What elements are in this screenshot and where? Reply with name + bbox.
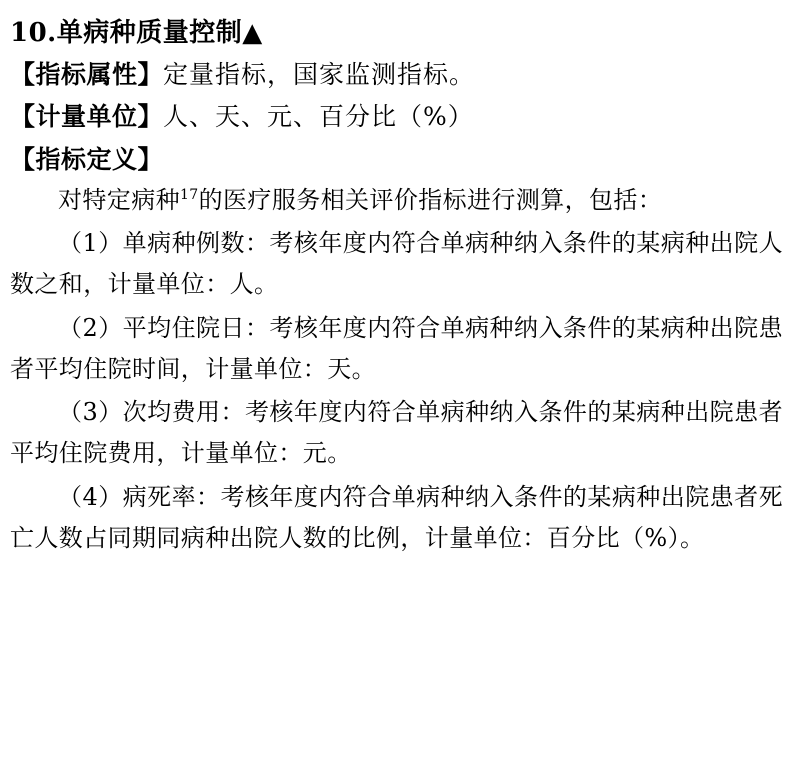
indicator-attribute-value: 定量指标，国家监测指标。	[163, 60, 476, 90]
measurement-unit-line	[10, 99, 783, 135]
measurement-unit-label: 【计量单位】	[10, 102, 164, 132]
footnote-marker: 17	[180, 186, 199, 203]
definition-item-1: （1）单病种例数：考核年度内符合单病种纳入条件的某病种出院人数之和，计量单位：人。	[10, 229, 783, 299]
definition-intro-paragraph	[10, 180, 783, 221]
indicator-attribute-label: 【指标属性】	[10, 60, 164, 90]
definition-item-3: （3）次均费用：考核年度内符合单病种纳入条件的某病种出院患者平均住院费用，计量单位：元。	[10, 398, 783, 468]
definition-intro-after-note: 的医疗服务相关评价指标进行测算，包括：	[198, 185, 663, 214]
measurement-unit-value: 人、天、元、百分比（%）	[163, 102, 474, 132]
definition-item-2: （2）平均住院日：考核年度内符合单病种纳入条件的某病种出院患者平均住院时间，计量单位：天。	[10, 313, 783, 383]
indicator-definition-label: 【指标定义】	[10, 144, 164, 174]
page-title: 10.单病种质量控制▲	[10, 18, 263, 48]
definition-item-4: （4）病死率：考核年度内符合单病种纳入条件的某病种出院患者死亡人数占同期同病种出院人数的比例，计量单位：百分比（%）。	[10, 482, 783, 552]
indicator-attribute-line	[10, 57, 783, 93]
definition-intro-before-note: 对特定病种	[58, 185, 180, 214]
